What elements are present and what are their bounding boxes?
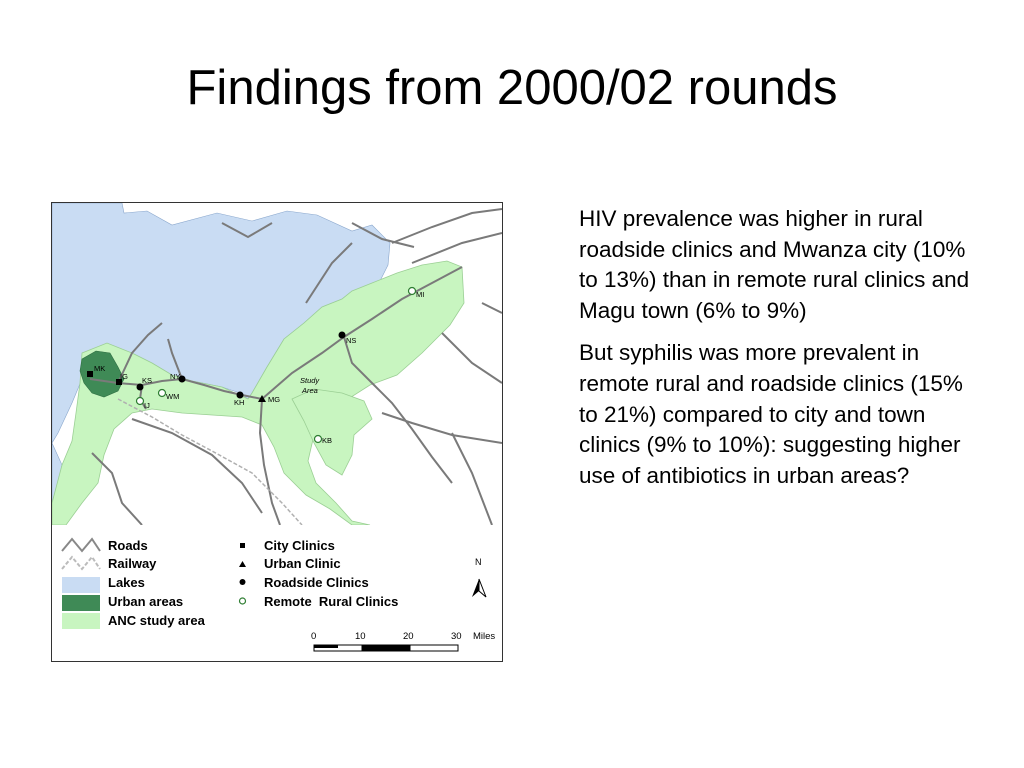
place-label-kh: KH (234, 398, 245, 407)
legend-urban-clinic-label: Urban Clinic (264, 556, 341, 571)
lakes-legend-swatch (62, 577, 100, 593)
north-label: N (475, 557, 482, 567)
legend-remote-rural-clinics-label: Remote Rural Clinics (264, 594, 399, 609)
place-label-mi: MI (416, 290, 425, 299)
railway-legend-symbol (62, 557, 100, 569)
roads-legend-symbol (62, 539, 100, 551)
remote-clinic-wm-marker (159, 390, 166, 397)
city-clinic-mk-marker (87, 371, 93, 377)
study-area-label-line-1: Study (300, 376, 320, 385)
place-label-ks: KS (142, 376, 153, 385)
paragraph-syphilis-prevalence: But syphilis was more prevalent in remote rural and roadside clinics (15% to 21%) compared to city and town clinics (9% to 10%): suggesting higher use of antibiotics in urban areas? (579, 340, 963, 488)
legend-urban-areas-label: Urban areas (108, 594, 184, 609)
remote-rural-clinics-legend-symbol (240, 598, 246, 604)
study-area-map (51, 202, 503, 662)
scale-tick-0: 0 (311, 631, 317, 642)
city-clinics-legend-symbol (240, 543, 245, 548)
place-label-mg: MG (268, 395, 281, 404)
paragraph-hiv-prevalence: HIV prevalence was higher in rural roadside clinics and Mwanza city (10% to 13%) than in remote rural clinics and Magu town (6% to 9%) (579, 206, 970, 323)
roadside-clinics-legend-symbol (240, 579, 246, 585)
legend-lakes-label: Lakes (108, 575, 145, 590)
legend-anc-study-area-label: ANC study area (108, 613, 205, 628)
scale-tick-10: 10 (355, 631, 366, 642)
place-label-wm: WM (166, 392, 180, 401)
slide-title: Findings from 2000/02 rounds (186, 61, 838, 115)
anc-study-area-legend-swatch (62, 613, 100, 629)
map-canvas (52, 203, 502, 525)
legend-roads-label: Roads (108, 538, 148, 553)
place-label-ij: IJ (144, 401, 150, 410)
north-arrow-icon (472, 579, 486, 597)
map-legend (52, 525, 502, 661)
roadside-clinic-ns-marker (339, 332, 346, 339)
place-label-ny: NY (170, 372, 181, 381)
study-area-label (300, 376, 320, 395)
place-label-ig: IG (120, 372, 128, 381)
scale-unit: Miles (473, 631, 496, 642)
scale-bar (314, 645, 458, 651)
remote-clinic-ij-marker (137, 398, 144, 405)
scale-tick-30: 30 (451, 631, 462, 642)
scale-tick-20: 20 (403, 631, 414, 642)
place-label-mk: MK (94, 364, 106, 373)
urban-clinic-legend-symbol (239, 561, 246, 567)
urban-areas-legend-swatch (62, 595, 100, 611)
legend-railway-label: Railway (108, 556, 157, 571)
slide-body-text (579, 204, 979, 503)
legend-city-clinics-label: City Clinics (264, 538, 335, 553)
remote-clinic-kb-marker (315, 436, 322, 443)
legend-roadside-clinics-label: Roadside Clinics (264, 575, 369, 590)
study-area-label-line-2: Area (302, 386, 318, 395)
remote-clinic-mi-marker (409, 288, 416, 295)
place-label-ns: NS (346, 336, 357, 345)
scale-labels (311, 631, 495, 642)
place-label-kb: KB (322, 436, 333, 445)
